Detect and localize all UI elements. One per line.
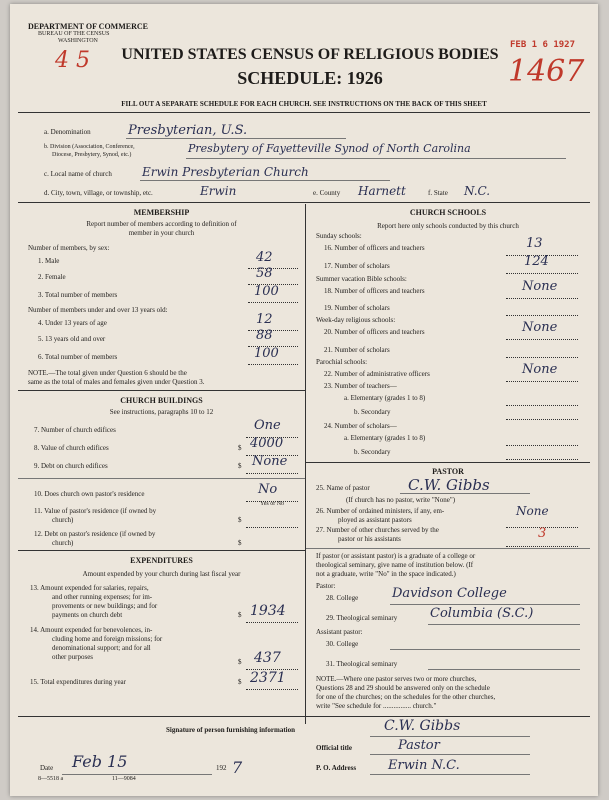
q17-value: 124	[524, 254, 549, 269]
q9-value: None	[252, 454, 288, 469]
state-label: f. State	[428, 189, 448, 197]
q29-seminary-value: Columbia (S.C.)	[430, 606, 534, 621]
summer-schools-label: Summer vacation Bible schools:	[316, 275, 407, 283]
city-value: Erwin	[200, 184, 237, 198]
q11-dollar: $	[238, 516, 242, 524]
q23b-label: b. Secondary	[354, 408, 391, 416]
q15-dollar: $	[238, 678, 242, 686]
weekday-schools-label: Week-day religious schools:	[316, 316, 396, 324]
membership-note: NOTE.—The total given under Question 6 should be the	[28, 369, 187, 377]
q19-label: 19. Number of scholars	[324, 304, 390, 312]
q13-label-4: payments on church debt	[52, 611, 123, 619]
q25-note: (If church has no pastor, write "None")	[346, 496, 456, 504]
date-value: Feb 15	[72, 752, 128, 771]
division-label-2: Diocese, Presbytery, Synod, etc.)	[52, 152, 132, 158]
q25-label: 25. Name of pastor	[316, 484, 370, 492]
q23-label: 23. Number of teachers—	[324, 382, 397, 390]
official-title-label: Official title	[316, 744, 352, 752]
expenditures-heading: EXPENDITURES	[130, 556, 193, 565]
assistant-pastor-subheading: Assistant pastor:	[316, 628, 363, 636]
pastor-note-3: for one of the churches; on the schedules for the other churches,	[316, 693, 496, 701]
city-label: WASHINGTON	[58, 38, 98, 44]
q27-label: 27. Number of other churches served by the	[316, 526, 439, 534]
q20-value: None	[522, 320, 558, 335]
q13-label-2: and other running expenses; for im-	[52, 593, 153, 601]
q12-dollar: $	[238, 539, 242, 547]
q24-label: 24. Number of scholars—	[324, 422, 397, 430]
q22-value: None	[522, 362, 558, 377]
q13-label-3: provements or new buildings; and for	[52, 602, 158, 610]
q25-pastor-name: C.W. Gibbs	[408, 476, 490, 494]
pastor-heading: PASTOR	[432, 467, 464, 476]
graduate-note: If pastor (or assistant pastor) is a graduate of a college or	[316, 552, 476, 560]
q3-total-value: 100	[254, 284, 279, 299]
q14-label-4: other purposes	[52, 653, 94, 661]
schools-heading: CHURCH SCHOOLS	[409, 208, 487, 217]
q14-label: 14. Amount expended for benevolences, in-	[30, 626, 153, 634]
q9-dollar: $	[238, 462, 242, 470]
q9-label: 9. Debt on church edifices	[34, 462, 108, 470]
membership-intro-2: member in your church	[128, 229, 195, 237]
county-label: e. County	[313, 189, 341, 197]
q18-value: None	[522, 279, 558, 294]
q10-value: No	[258, 482, 278, 497]
sunday-schools-label: Sunday schools:	[316, 232, 362, 240]
denomination-value: Presbyterian, U.S.	[128, 123, 248, 138]
q24b-label: b. Secondary	[354, 448, 391, 456]
handwritten-number-right: 1467	[508, 54, 585, 89]
buildings-heading: CHURCH BUILDINGS	[120, 396, 203, 405]
q14-value: 437	[254, 650, 281, 666]
pastor-note-2: Questions 28 and 29 should be answered only on the schedule	[316, 684, 490, 692]
membership-intro: Report number of members according to definition of	[86, 220, 237, 228]
q1-label: 1. Male	[38, 257, 60, 265]
q10-label: 10. Does church own pastor's residence	[34, 490, 145, 498]
pastor-subheading: Pastor:	[316, 582, 336, 590]
q8-value: 4000	[250, 436, 284, 451]
graduate-note-2: theological seminary, give name of institution below. (If	[316, 561, 474, 569]
q13-dollar: $	[238, 611, 242, 619]
q28-label: 28. College	[326, 594, 359, 602]
q4-under13-value: 12	[256, 312, 273, 327]
fill-out-instruction: FILL OUT A SEPARATE SCHEDULE FOR EACH CHURCH. SEE INSTRUCTIONS ON THE BACK OF THIS SHEET	[121, 100, 487, 108]
parochial-schools-label: Parochial schools:	[316, 358, 368, 366]
q14-dollar: $	[238, 658, 242, 666]
q27-value: 3	[538, 526, 547, 541]
q26-label-2: ployed as assistant pastors	[338, 516, 412, 524]
q12-label-2: church)	[52, 539, 74, 547]
year-prefix: 192	[216, 764, 227, 772]
q11-label: 11. Value of pastor's residence (if owned by	[34, 507, 157, 515]
signature-value: C.W. Gibbs	[384, 718, 461, 734]
q4-label: 4. Under 13 years of age	[38, 319, 107, 327]
q6-total-value: 100	[254, 346, 279, 361]
q6-label: 6. Total number of members	[38, 353, 118, 361]
q24a-label: a. Elementary (grades 1 to 8)	[344, 434, 426, 442]
q18-label: 18. Number of officers and teachers	[324, 287, 425, 295]
local-name-label: c. Local name of church	[44, 170, 112, 178]
expenditures-sub: Amount expended by your church during last fiscal year	[82, 570, 241, 578]
local-name-value: Erwin Presbyterian Church	[142, 165, 309, 179]
q16-value: 13	[526, 236, 543, 251]
q13-label: 13. Amount expended for salaries, repairs,	[30, 584, 149, 592]
q5-label: 5. 13 years old and over	[38, 335, 106, 343]
q14-label-2: cluding home and foreign missions; for	[52, 635, 163, 643]
form-number: 8—5518 a	[38, 776, 64, 782]
county-value: Harnett	[358, 184, 406, 198]
q8-label: 8. Value of church edifices	[34, 444, 109, 452]
q12-label: 12. Debt on pastor's residence (if owned by	[34, 530, 156, 538]
by-age-label: Number of members under and over 13 years old:	[28, 306, 168, 314]
q13-value: 1934	[250, 603, 286, 619]
q29-label: 29. Theological seminary	[326, 614, 398, 622]
print-number: 11—9084	[112, 776, 136, 782]
q5-over13-value: 88	[256, 328, 273, 343]
year-value: 7	[232, 758, 243, 777]
received-date-stamp: FEB 1 6 1927	[510, 40, 576, 50]
q14-label-3: denominational support; and for all	[52, 644, 151, 652]
q26-value: None	[516, 504, 549, 518]
q8-dollar: $	[238, 444, 242, 452]
division-label: b. Division (Association, Conference,	[44, 144, 135, 150]
q3-label: 3. Total number of members	[38, 291, 118, 299]
q15-value: 2371	[250, 670, 286, 686]
bureau-label: BUREAU OF THE CENSUS	[38, 31, 110, 37]
po-address-value: Erwin N.C.	[388, 758, 460, 773]
q31-label: 31. Theological seminary	[326, 660, 398, 668]
census-schedule-sheet	[10, 4, 598, 796]
handwritten-number-left: 4 5	[55, 48, 90, 73]
q11-label-2: church)	[52, 516, 74, 524]
buildings-sub: See instructions, paragraphs 10 to 12	[109, 408, 214, 416]
membership-note-2: same as the total of males and females given under Question 3.	[28, 378, 205, 386]
by-sex-label: Number of members, by sex:	[28, 244, 110, 252]
q28-college-value: Davidson College	[392, 586, 507, 601]
yes-or-no-hint: Yes or No	[260, 501, 285, 507]
q7-label: 7. Number of church edifices	[34, 426, 116, 434]
q22-label: 22. Number of administrative officers	[324, 370, 430, 378]
form-title: UNITED STATES CENSUS OF RELIGIOUS BODIES	[121, 46, 499, 63]
q16-label: 16. Number of officers and teachers	[324, 244, 425, 252]
signature-label: Signature of person furnishing information	[166, 726, 295, 734]
q26-label: 26. Number of ordained ministers, if any, em-	[316, 507, 445, 515]
q1-male-value: 42	[256, 250, 273, 265]
department-label: DEPARTMENT OF COMMERCE	[28, 22, 149, 31]
form-subtitle: SCHEDULE: 1926	[237, 68, 383, 88]
q2-label: 2. Female	[38, 273, 66, 281]
city-label: d. City, town, village, or township, etc.	[44, 189, 153, 197]
state-value: N.C.	[464, 184, 491, 198]
official-title-value: Pastor	[398, 738, 440, 753]
q7-edifices-value: One	[254, 418, 281, 433]
q21-label: 21. Number of scholars	[324, 346, 390, 354]
schools-sub: Report here only schools conducted by this church	[377, 222, 519, 230]
q15-label: 15. Total expenditures during year	[30, 678, 126, 686]
q30-label: 30. College	[326, 640, 359, 648]
pastor-note-4: write "See schedule for ................ church."	[316, 702, 437, 710]
q27-label-2: pastor or his assistants	[338, 535, 401, 543]
membership-heading: MEMBERSHIP	[133, 208, 190, 217]
po-address-label: P. O. Address	[316, 764, 357, 772]
q20-label: 20. Number of officers and teachers	[324, 328, 425, 336]
pastor-note: NOTE.—Where one pastor serves two or more churches,	[316, 675, 477, 683]
q23a-label: a. Elementary (grades 1 to 8)	[344, 394, 426, 402]
denomination-label: a. Denomination	[44, 128, 91, 136]
graduate-note-3: not a graduate, write "No" in the space indicated.)	[316, 570, 456, 578]
q2-female-value: 58	[256, 266, 273, 281]
date-label: Date	[40, 764, 54, 772]
q17-label: 17. Number of scholars	[324, 262, 390, 270]
division-value: Presbytery of Fayetteville Synod of North Carolina	[188, 142, 471, 155]
